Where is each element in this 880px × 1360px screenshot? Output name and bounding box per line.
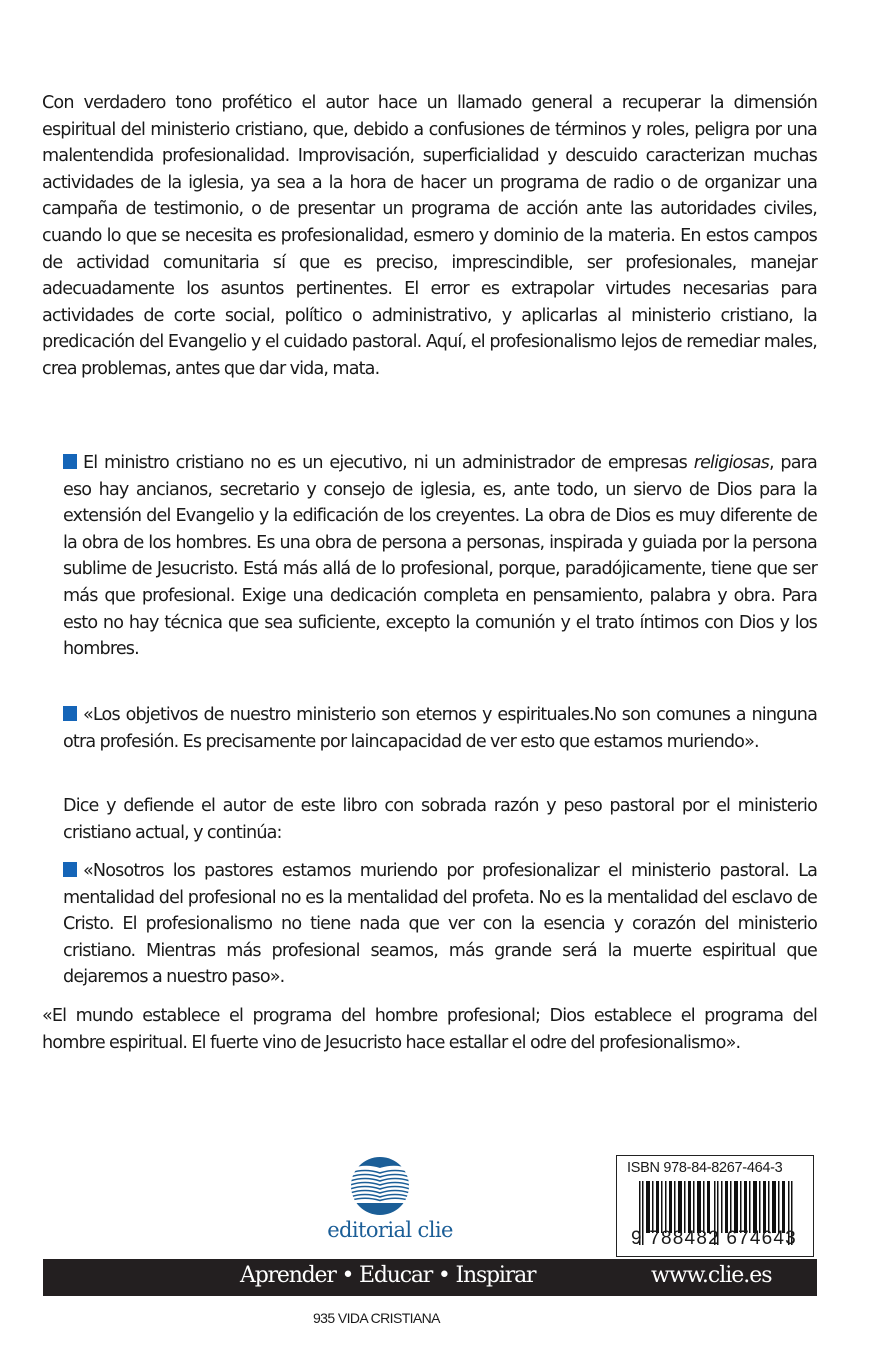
blue-square-bullet-icon bbox=[63, 862, 77, 877]
isbn-barcode-box bbox=[616, 1155, 814, 1257]
bullet-quote-objectives bbox=[63, 702, 817, 755]
bullet-quote-pastors bbox=[63, 858, 817, 991]
paragraph-text: «El mundo establece el programa del hombre profesional; Dios establece el programa del hombre espiritual. El fuerte vino de Jesucristo hace estallar el odre del profesionalismo». bbox=[42, 1006, 817, 1053]
footer-banner bbox=[43, 1259, 817, 1296]
paragraph-text: «Los objetivos de nuestro ministerio son eternos y espirituales.No son comunes a ninguna otra profesión. Es precisamente por laincapacidad de ver esto que estamos muriendo». bbox=[63, 705, 817, 752]
closing-quote-paragraph bbox=[42, 1003, 817, 1056]
blue-square-bullet-icon bbox=[63, 454, 77, 469]
barcode-digits: 9 788482 674643 bbox=[631, 1228, 797, 1249]
intro-paragraph bbox=[42, 90, 817, 383]
paragraph-text-before-italic: El ministro cristiano no es un ejecutivo, ni un administrador de empresas bbox=[83, 453, 694, 473]
publisher-name: editorial clie bbox=[327, 1218, 453, 1242]
publisher-website: www.clie.es bbox=[651, 1263, 772, 1288]
bullet-paragraph-minister bbox=[63, 450, 817, 663]
italic-word: religiosas bbox=[693, 453, 769, 473]
blue-square-bullet-icon bbox=[63, 706, 77, 721]
publisher-slogan: Aprender • Educar • Inspirar bbox=[240, 1263, 536, 1288]
book-category: 935 VIDA CRISTIANA bbox=[313, 1310, 440, 1326]
paragraph-text: Dice y defiende el autor de este libro con sobrada razón y peso pastoral por el ministerio cristiano actual, y continúa: bbox=[63, 796, 817, 843]
open-book-globe-icon bbox=[350, 1156, 410, 1216]
paragraph-text: «Nosotros los pastores estamos muriendo por profesionalizar el ministerio pastoral. La mentalidad del profesional no es la mentalidad del profeta. No es la mentalidad del esclavo de Cristo. El profesionalismo no tiene nada que ver con la esencia y corazón del ministerio cristiano. Mientras más profesional seamos, más grande será la muerte espiritual que dejaremos a nuestro paso». bbox=[63, 861, 817, 988]
author-statement-paragraph bbox=[63, 793, 817, 846]
publisher-logo bbox=[320, 1155, 460, 1251]
paragraph-text-after-italic: , para eso hay ancianos, secretario y consejo de iglesia, es, ante todo, un siervo de Dios para la extensión del Evangelio y la edificación de los creyentes. La obra de Dios es muy diferente de la obra de los hombres. Es una obra de persona a personas, inspirada y guiada por la persona sublime de Jesucristo. Está más allá de lo profesional, porque, paradójicamente, tiene que ser más que profesional. Exige una dedicación completa en pensamiento, palabra y obra. Para esto no hay técnica que sea suficiente, excepto la comunión y el trato íntimos con Dios y los hombres. bbox=[63, 453, 817, 660]
paragraph-text: Con verdadero tono profético el autor hace un llamado general a recuperar la dimensión espiritual del ministerio cristiano, que, debido a confusiones de términos y roles, peligra por una malentendida profesionalidad. Improvisación, superficialidad y descuido caracterizan muchas actividades de la iglesia, ya sea a la hora de hacer un programa de radio o de organizar una campaña de testimonio, o de presentar un programa de acción ante las autoridades civiles, cuando lo que se necesita es profesionalidad, esmero y dominio de la materia. En estos campos de actividad comunitaria sí que es preciso, imprescindible, ser profesionales, manejar adecuadamente los asuntos pertinentes. El error es extrapolar virtudes necesarias para actividades de corte social, político o administrativo, y aplicarlas al ministerio cristiano, la predicación del Evangelio y el cuidado pastoral. Aquí, el profesionalismo lejos de remediar males, crea problemas, antes que dar vida, mata. bbox=[42, 93, 817, 379]
isbn-label: ISBN 978-84-8267-464-3 bbox=[627, 1160, 783, 1176]
